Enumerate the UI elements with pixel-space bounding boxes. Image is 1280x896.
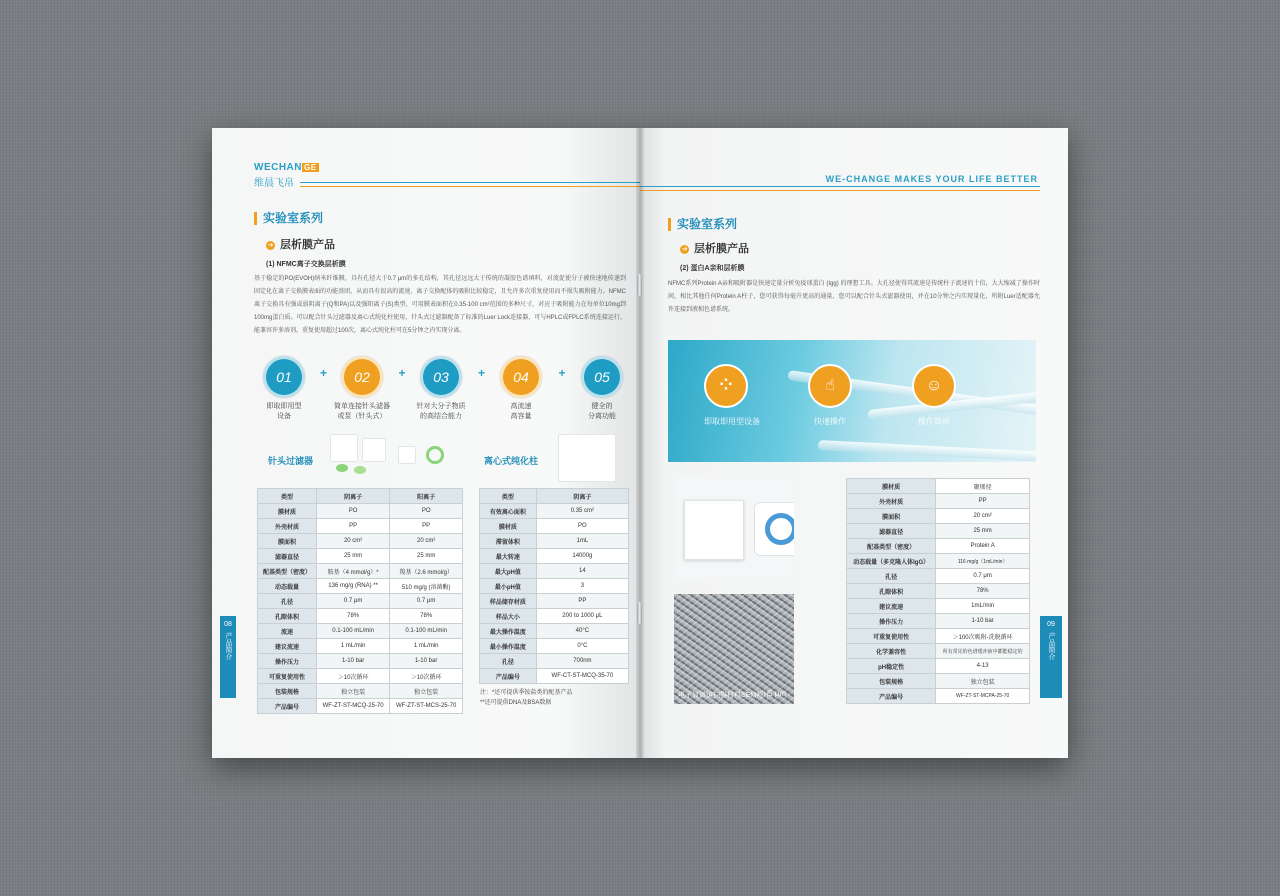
brand-name-cn: 维晨飞帛 bbox=[254, 178, 294, 189]
plus-icon: + bbox=[398, 366, 406, 380]
brand-name-mark: GE bbox=[304, 163, 317, 172]
table-row bbox=[847, 524, 1030, 539]
cells-icon: ⁘ bbox=[704, 364, 748, 408]
table-row bbox=[258, 594, 463, 609]
page-tab-label: 产品简介 bbox=[1048, 632, 1055, 660]
page-number: 09 bbox=[1047, 621, 1055, 628]
feature-label: 健全的 分离功能 bbox=[588, 403, 616, 420]
header-rule-accent bbox=[300, 186, 640, 187]
table-key-cell: 建议流速 bbox=[258, 639, 317, 654]
sem-caption: 电子显微镜扫描材料SEM照片 bbox=[678, 692, 771, 699]
table-row bbox=[258, 534, 463, 549]
table-row bbox=[258, 669, 463, 684]
table-key-cell: 配基类型（密度） bbox=[847, 539, 936, 554]
right-page bbox=[640, 128, 1068, 758]
table-key-cell: 滤器直径 bbox=[258, 549, 317, 564]
column-label: 离心式纯化柱 bbox=[484, 456, 539, 466]
table-value-cell: PP bbox=[536, 594, 628, 609]
page-tab-right bbox=[1040, 616, 1062, 698]
table-value-cell: 78% bbox=[316, 609, 389, 624]
table-row bbox=[480, 564, 629, 579]
table-row bbox=[480, 669, 629, 684]
feature-label: 针对大分子物质 的高结合能力 bbox=[416, 403, 466, 420]
table-row bbox=[847, 479, 1030, 494]
table-value-cell: 4-13 bbox=[936, 659, 1030, 674]
table-key-cell: 孔径 bbox=[847, 569, 936, 584]
table-header-cell: 阴离子 bbox=[316, 489, 389, 504]
table-row bbox=[480, 639, 629, 654]
table-row bbox=[480, 549, 629, 564]
table-header-cell: 类型 bbox=[480, 489, 537, 504]
table-key-cell: 滤器直径 bbox=[847, 524, 936, 539]
table-value-cell: PO bbox=[390, 504, 463, 519]
protein-a-spec-table bbox=[846, 478, 1030, 704]
feature-01 bbox=[249, 356, 319, 422]
banner-feature-label: 快速操作 bbox=[814, 417, 846, 426]
table-row bbox=[480, 609, 629, 624]
table-row bbox=[480, 534, 629, 549]
product-box-image bbox=[684, 500, 744, 560]
table-value-cell: 0.1-100 mL/min bbox=[390, 624, 463, 639]
table-row bbox=[847, 674, 1030, 689]
filter-disc-image bbox=[765, 513, 794, 545]
table-row bbox=[258, 549, 463, 564]
table-row bbox=[258, 609, 463, 624]
table-value-cell: Protein A bbox=[936, 539, 1030, 554]
table-row bbox=[258, 699, 463, 714]
brand-name-en: WECHAN bbox=[254, 162, 302, 173]
filter-disc-image bbox=[354, 466, 366, 474]
slogan: WE-CHANGE MAKES YOUR LIFE BETTER bbox=[825, 174, 1038, 184]
table-header-cell: 类型 bbox=[258, 489, 317, 504]
footnote: 注：*还可提供季铵盐类的配基产品 **还可提供DNA及BSA数据 bbox=[480, 690, 573, 706]
table-key-cell: 外壳材质 bbox=[847, 494, 936, 509]
table-header-row bbox=[480, 489, 629, 504]
table-value-cell: 1-10 bar bbox=[316, 654, 389, 669]
table-value-cell: 0.1-100 mL/min bbox=[316, 624, 389, 639]
table-value-cell: 所有常见的色谱缓冲液中都能稳定的 bbox=[936, 644, 1030, 659]
table-value-cell: WF-CT-ST-MCQ-35-70 bbox=[536, 669, 628, 684]
filter-package-image bbox=[362, 438, 386, 462]
section-title: 实验室系列 bbox=[668, 218, 737, 231]
table-value-cell: 1mL bbox=[536, 534, 628, 549]
table-key-cell: 操作压力 bbox=[258, 654, 317, 669]
table-key-cell: 膜面积 bbox=[847, 509, 936, 524]
table-key-cell: 滞留体积 bbox=[480, 534, 537, 549]
table-key-cell: 样品储存材质 bbox=[480, 594, 537, 609]
table-key-cell: 最大转速 bbox=[480, 549, 537, 564]
table-row bbox=[258, 624, 463, 639]
table-value-cell: WF-ZT-ST-MCQ-25-70 bbox=[316, 699, 389, 714]
table-key-cell: 有效离心面积 bbox=[480, 504, 537, 519]
table-key-cell: 外壳材质 bbox=[258, 519, 317, 534]
table-value-cell: 羧基（2.6 mmol/g） bbox=[390, 564, 463, 579]
banner-feature-label: 即取即用型设备 bbox=[704, 417, 760, 426]
table-key-cell: 包装规格 bbox=[258, 684, 317, 699]
table-key-cell: 膜材质 bbox=[258, 504, 317, 519]
table-key-cell: 样品大小 bbox=[480, 609, 537, 624]
subsection-label: 层析膜产品 bbox=[694, 243, 749, 255]
table-value-cell: 0.7 μm bbox=[316, 594, 389, 609]
table-value-cell: 116 mg/g（1mL/min） bbox=[936, 554, 1030, 569]
table-key-cell: pH稳定性 bbox=[847, 659, 936, 674]
feature-02 bbox=[327, 356, 397, 422]
table-row bbox=[847, 509, 1030, 524]
table-value-cell: 14 bbox=[536, 564, 628, 579]
table-value-cell: 20 cm² bbox=[936, 509, 1030, 524]
banner-feature bbox=[704, 364, 760, 427]
feature-03 bbox=[406, 356, 476, 422]
feature-04 bbox=[486, 356, 556, 422]
table-row bbox=[847, 569, 1030, 584]
table-row bbox=[480, 519, 629, 534]
smile-icon: ☺ bbox=[912, 364, 956, 408]
syringe-image bbox=[818, 440, 1036, 462]
intro-paragraph: NFMC系列Protein A亲和吸附器是快速定量分析免疫球蛋白 (Igg) 的理想工具。大孔径使得其流速是传统柱子流速的十倍，大大缩减了操作时间，相比其他任何Protein A柱子，您可获得每毫升更高的通量，您可以配合针头式滤器使用，并在10分钟之内实现量化，所附Luer适配器允许连接到液相色谱系统。 bbox=[668, 281, 1040, 313]
brand-logo bbox=[254, 162, 319, 189]
table-key-cell: 流速 bbox=[258, 624, 317, 639]
table-value-cell: 聚烯烃 bbox=[936, 479, 1030, 494]
table-value-cell: 独立包装 bbox=[316, 684, 389, 699]
feature-number-badge: 04 bbox=[500, 356, 542, 398]
banner-feature-label: 操作简单 bbox=[918, 417, 950, 426]
staple bbox=[637, 602, 642, 624]
table-key-cell: 膜材质 bbox=[480, 519, 537, 534]
table-value-cell: 78% bbox=[936, 584, 1030, 599]
table-key-cell: 最大操作温度 bbox=[480, 624, 537, 639]
table-row bbox=[258, 639, 463, 654]
brochure-spread bbox=[212, 128, 1068, 758]
table-header-cell: 阳离子 bbox=[390, 489, 463, 504]
table-value-cell: 25 mm bbox=[316, 549, 389, 564]
page-number: 08 bbox=[224, 621, 232, 628]
table-row bbox=[480, 624, 629, 639]
table-row bbox=[480, 654, 629, 669]
feature-label: 即取即用型 设备 bbox=[266, 403, 302, 420]
column-spec-table bbox=[479, 488, 629, 684]
table-row bbox=[847, 554, 1030, 569]
header-rule bbox=[640, 186, 1040, 187]
table-row bbox=[480, 594, 629, 609]
column-package-image bbox=[558, 434, 616, 482]
table-row bbox=[258, 654, 463, 669]
sem-scale: 5 μm bbox=[768, 689, 786, 698]
banner-feature bbox=[808, 364, 852, 427]
subsection-title bbox=[266, 236, 335, 252]
header-rule bbox=[300, 182, 640, 183]
table-value-cell: 136 mg/g (RNA) ** bbox=[316, 579, 389, 594]
hand-pointer-icon: ☝ bbox=[808, 364, 852, 408]
page-tab-left bbox=[220, 616, 236, 698]
table-value-cell: WF-ZT-ST-MCPA-25-70 bbox=[936, 689, 1030, 704]
table-value-cell: PO bbox=[316, 504, 389, 519]
table-key-cell: 孔径 bbox=[258, 594, 317, 609]
table-value-cell: 独立包装 bbox=[390, 684, 463, 699]
table-value-cell: 14000g bbox=[536, 549, 628, 564]
table-value-cell: 78% bbox=[390, 609, 463, 624]
filter-label: 针头过滤器 bbox=[268, 456, 314, 466]
table-row bbox=[847, 494, 1030, 509]
feature-label: 高流速 高容量 bbox=[510, 403, 532, 420]
table-value-cell: ＞100次吸附-洗脱循环 bbox=[936, 629, 1030, 644]
table-value-cell: 25 mm bbox=[936, 524, 1030, 539]
table-value-cell: PP bbox=[316, 519, 389, 534]
filter-spec-table bbox=[257, 488, 463, 714]
staple bbox=[637, 274, 642, 296]
feature-number-badge: 01 bbox=[263, 356, 305, 398]
table-key-cell: 配基类型（密度） bbox=[258, 564, 317, 579]
subsection-title bbox=[680, 240, 749, 256]
table-key-cell: 产品编号 bbox=[847, 689, 936, 704]
table-value-cell: 1 mL/min bbox=[316, 639, 389, 654]
table-value-cell: 200 to 1000 μL bbox=[536, 609, 628, 624]
sem-photo bbox=[674, 594, 794, 704]
table-value-cell: 胺基（4 mmol/g）* bbox=[316, 564, 389, 579]
table-value-cell: 510 mg/g (溶菌酶) bbox=[390, 579, 463, 594]
arrow-icon: ➔ bbox=[267, 242, 274, 249]
table-key-cell: 最小pH值 bbox=[480, 579, 537, 594]
feature-label: 简单连接针头滤器 或泵（针头式） bbox=[334, 403, 390, 420]
table-row bbox=[847, 539, 1030, 554]
table-row bbox=[847, 599, 1030, 614]
table-value-cell: 0.7 μm bbox=[936, 569, 1030, 584]
table-value-cell: WF-ZT-ST-MCS-25-70 bbox=[390, 699, 463, 714]
filter-disc-image bbox=[336, 464, 348, 472]
table-value-cell: ＞10次循环 bbox=[390, 669, 463, 684]
header-rule-accent bbox=[640, 190, 1040, 191]
table-key-cell: 孔径 bbox=[480, 654, 537, 669]
table-value-cell: PP bbox=[936, 494, 1030, 509]
table-row bbox=[258, 504, 463, 519]
feature-number-badge: 03 bbox=[420, 356, 462, 398]
table-header-cell: 阴离子 bbox=[536, 489, 628, 504]
feature-number-badge: 05 bbox=[581, 356, 623, 398]
table-row bbox=[847, 614, 1030, 629]
section-title: 实验室系列 bbox=[254, 212, 323, 225]
table-row bbox=[847, 629, 1030, 644]
feature-number-badge: 02 bbox=[341, 356, 383, 398]
table-key-cell: 操作压力 bbox=[847, 614, 936, 629]
table-row bbox=[847, 659, 1030, 674]
intro-paragraph: 基于稳定的PO(EVOH)纳米纤维膜，具有孔径大于0.7 μm的多孔结构，其孔径远远大于传统的凝胶色谱填料，对流促使分子被快速地传递到固定化在离子交换膜表面的功能基团，从而具有很高的流速，离子交换配体的吸附比较稳定，且允许多次重复使用而不损失吸附能力。NFMC离子交换具有强或弱阴离子(Q和PA)以及强阳离子(S)类型，可用膜表面积在0.35-100 cm²范围的多种尺寸，对应于吸附能力在每单位10mg到100mg蛋白质。可以配合针头过滤器及离心式纯化柱使用，针头式过滤器配备了标准的Luer Lock连接器，可与HPLC或FPLC系统连接运行，能兼容许多溶剂，重复使用超过100次，离心式纯化柱可在5分钟之内实现分离。 bbox=[254, 276, 626, 334]
table-header-row bbox=[258, 489, 463, 504]
table-key-cell: 最大pH值 bbox=[480, 564, 537, 579]
table-key-cell: 可重复使用性 bbox=[847, 629, 936, 644]
table-value-cell: 1-10 bar bbox=[936, 614, 1030, 629]
table-value-cell: 0.7 μm bbox=[390, 594, 463, 609]
table-row bbox=[847, 689, 1030, 704]
table-row bbox=[847, 584, 1030, 599]
plus-icon: + bbox=[558, 366, 566, 380]
table-key-cell: 产品编号 bbox=[480, 669, 537, 684]
item-title: (2) 蛋白A亲和层析膜 bbox=[680, 265, 745, 272]
table-value-cell: 0.35 cm² bbox=[536, 504, 628, 519]
banner-feature bbox=[912, 364, 956, 427]
item-title: (1) NFMC离子交换层析膜 bbox=[266, 261, 346, 268]
plus-icon: + bbox=[320, 366, 328, 380]
table-key-cell: 孔隙体积 bbox=[258, 609, 317, 624]
table-value-cell: 独立包装 bbox=[936, 674, 1030, 689]
table-value-cell: 1-10 bar bbox=[390, 654, 463, 669]
filter-package-image bbox=[330, 434, 358, 462]
table-value-cell: 1 mL/min bbox=[390, 639, 463, 654]
syringe-banner bbox=[668, 340, 1036, 462]
table-key-cell: 包装规格 bbox=[847, 674, 936, 689]
table-value-cell: 20 cm² bbox=[390, 534, 463, 549]
table-value-cell: 0°C bbox=[536, 639, 628, 654]
feature-05 bbox=[567, 356, 637, 422]
table-row bbox=[258, 519, 463, 534]
table-row bbox=[258, 684, 463, 699]
table-key-cell: 化学兼容性 bbox=[847, 644, 936, 659]
table-row bbox=[258, 564, 463, 579]
table-key-cell: 动态载量（多克隆人体IgG） bbox=[847, 554, 936, 569]
filter-disc-image bbox=[426, 446, 444, 464]
table-key-cell: 最小操作温度 bbox=[480, 639, 537, 654]
filter-package-image bbox=[398, 446, 416, 464]
left-page bbox=[212, 128, 640, 758]
table-key-cell: 产品编号 bbox=[258, 699, 317, 714]
plus-icon: + bbox=[478, 366, 486, 380]
table-value-cell: PO bbox=[536, 519, 628, 534]
product-photo bbox=[674, 474, 794, 582]
arrow-icon: ➔ bbox=[681, 246, 688, 253]
table-value-cell: 700nm bbox=[536, 654, 628, 669]
table-key-cell: 膜材质 bbox=[847, 479, 936, 494]
table-row bbox=[847, 644, 1030, 659]
table-value-cell: 1mL/min bbox=[936, 599, 1030, 614]
table-value-cell: 3 bbox=[536, 579, 628, 594]
table-row bbox=[480, 504, 629, 519]
table-key-cell: 动态载量 bbox=[258, 579, 317, 594]
table-key-cell: 膜面积 bbox=[258, 534, 317, 549]
table-key-cell: 孔隙体积 bbox=[847, 584, 936, 599]
table-value-cell: ＞10次循环 bbox=[316, 669, 389, 684]
table-value-cell: 20 cm² bbox=[316, 534, 389, 549]
table-value-cell: 25 mm bbox=[390, 549, 463, 564]
table-row bbox=[480, 579, 629, 594]
table-value-cell: 40°C bbox=[536, 624, 628, 639]
filter-disc-package bbox=[754, 502, 794, 556]
table-row bbox=[258, 579, 463, 594]
spine bbox=[636, 128, 644, 758]
subsection-label: 层析膜产品 bbox=[280, 239, 335, 251]
table-key-cell: 建议流速 bbox=[847, 599, 936, 614]
table-key-cell: 可重复使用性 bbox=[258, 669, 317, 684]
table-value-cell: PP bbox=[390, 519, 463, 534]
page-tab-label: 产品简介 bbox=[225, 632, 232, 660]
